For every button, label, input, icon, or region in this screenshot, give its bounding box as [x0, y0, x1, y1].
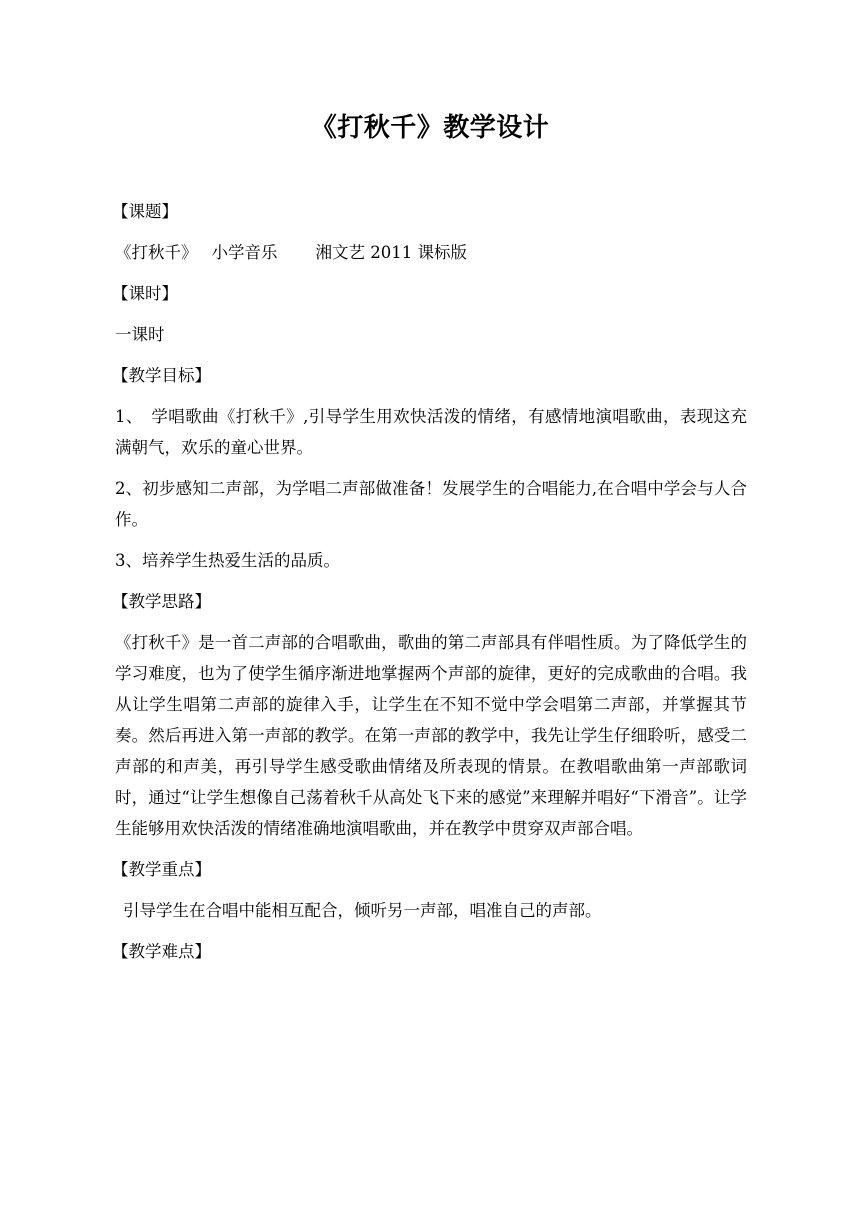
- document-body: [112, 196, 747, 977]
- section-heading-topic: 【课题】: [112, 202, 178, 221]
- topic-subject: 小学音乐: [211, 243, 278, 262]
- goal-item-2: 2、初步感知二声部，为学唱二声部做准备！发展学生的合唱能力,在合唱中学会与人合作。: [115, 479, 747, 529]
- document-title: 《打秋千》教学设计: [310, 113, 550, 143]
- approach-text: 《打秋千》是一首二声部的合唱歌曲，歌曲的第二声部具有伴唱性质。为了降低学生的学习难度，也为了使学生循序渐进地掌握两个声部的旋律，更好的完成歌曲的合唱。我从让学生唱第二声部的旋律入手，让学生在不知不觉中学会唱第二声部，并掌握其节奏。然后再进入第一声部的教学。在第一声部的教学中，我先让学生仔细聆听，感受二声部的和声美，再引导学生感受歌曲情绪及所表现的情景。在教唱歌曲第一声部歌词时，通过“让学生想像自己荡着秋千从高处飞下来的感觉”来理解并唱好“下滑音”。让学生能够用欢快活泼的情绪准确地演唱歌曲，并在教学中贯穿双声部合唱。: [115, 633, 747, 838]
- section-heading-difficulties: 【教学难点】: [112, 942, 211, 961]
- section-heading-approach: 【教学思路】: [112, 592, 211, 611]
- lesson-text: 一课时: [115, 325, 165, 344]
- section-heading-goals: 【教学目标】: [112, 366, 211, 385]
- topic-line: [115, 237, 747, 268]
- goal-item-1: 1、 学唱歌曲《打秋千》,引导学生用欢快活泼的情绪，有感情地演唱歌曲，表现这充满朝气，欢乐的童心世界。: [115, 407, 747, 457]
- topic-song: 《打秋千》: [115, 243, 198, 262]
- topic-edition: 湘文艺 2011 课标版: [315, 243, 467, 262]
- section-heading-lesson: 【课时】: [112, 284, 178, 303]
- goal-item-3: 3、培养学生热爱生活的品质。: [115, 551, 340, 570]
- key-points-text: 引导学生在合唱中能相互配合，倾听另一声部，唱准自己的声部。: [123, 901, 602, 920]
- section-heading-key-points: 【教学重点】: [112, 860, 211, 879]
